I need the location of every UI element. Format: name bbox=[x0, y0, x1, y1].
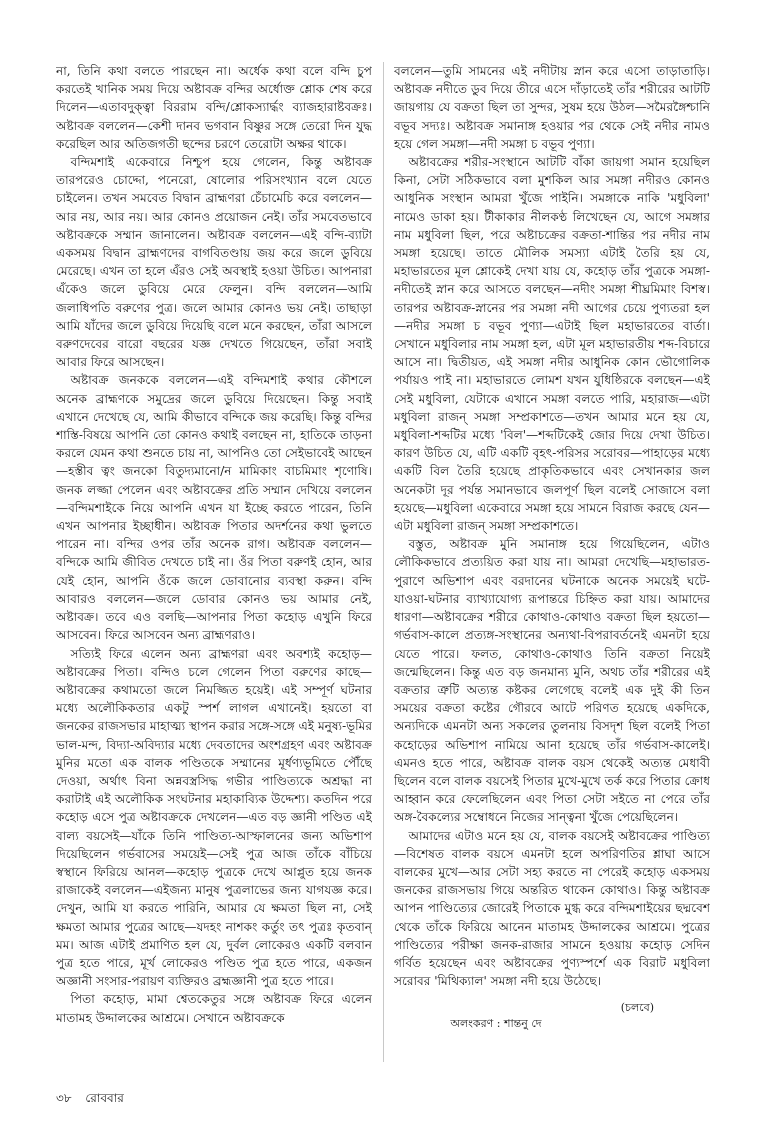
article-page bbox=[56, 62, 718, 1082]
paragraph: বস্তুত, অষ্টাবক্র মুনি সমানাঙ্গ হয়ে গিয়েছিলেন, এটাও লৌকিকভাবে প্রত্যয়িত করা যায় না। আমরা দেখেছি—মহাভারত-পুরাণে অভিশাপ এবং বরদানের ঘটনাকে অনেক সময়েই ঘটে-যাওয়া-ঘটনার ব্যাখ্যাযোগ্য রূপান্তরে চিহ্নিত করা যায়। আমাদের ধারণা—অষ্টাবক্রের শরীরে কোথাও-কোথাও বক্রতা ছিল হয়তো—গর্ভবাস-কালে প্রত্যঙ্গ-সংস্থানের অন্যথা-বিপরাবর্তনেই এমনটা হয়ে যেতে পারে। ফলত, কোথাও-কোথাও তিনি বক্রতা নিয়েই জন্মেছিলেন। কিন্তু এত বড় জনমান্য মুনি, অথচ তাঁর শরীরের এই বক্রতার ত্রুটি অত্যন্ত কষ্টকর লেগেছে বলেই এক দুই কী তিন সময়ের বক্রতা কষ্টের গৌরবে আটে পরিণত হয়েছে একদিকে, অন্যদিকে এমনটা অন্য সকলের তুলনায় বিসদৃশ ছিল বলেই পিতা কহোড়ের অভিশাপ নামিয়ে আনা হয়েছে তাঁর গর্ভবাস-কালেই। এমনও হতে পারে, অষ্টাবক্র বালক বয়স থেকেই অত্যন্ত মেধাবী ছিলেন বলে বালক বয়সেই পিতার মুখে-মুখে তর্ক করে পিতার ক্রোধ আহ্বান করে ফেলেছিলেন এবং পিতা সেটা সইতে না পেরে তাঁর অঙ্গ-বৈকল্যের সম্বোধনে নিজের সান্ত্বনা খুঁজে পেয়েছিলেন। bbox=[394, 537, 710, 825]
closing-notes bbox=[338, 1000, 654, 1032]
page-number: ৩৮ bbox=[56, 1091, 72, 1105]
paragraph: অষ্টাবক্র জনককে বললেন—এই বন্দিমশাই কথার কৌশলে অনেক ব্রাহ্মণকে সমুদ্রের জলে ডুবিয়ে দিয়েছেন। কিন্তু সবাই এখানে দেখেছে যে, আমি কীভাবে বন্দিকে জয় করেছি। কিন্তু বন্দির শাস্তি-বিষয়ে আপনি তো কোনও কথাই বলছেন না, হাতিকে তাড়না করলে যেমন কথা শুনতে চায় না, আপনিও তো সেইভাবেই আছেন—হস্তীব ত্বং জনকো বিতুদ্যমানো/ন মামিকাং বাচমিমাং শৃণোষি। জনক লজ্জা পেলেন এবং অষ্টাবক্রের প্রতি সম্মান দেখিয়ে বললেন—বন্দিমশাইকে নিয়ে আপনি এখন যা ইচ্ছে করতে পারেন, তিনি এখন আপনার ইচ্ছাধীন। অষ্টাবক্র পিতার অদর্শনের কথা ভুলতে পারেন না। বন্দির ওপর তাঁর অনেক রাগ। অষ্টাবক্র বললেন—বন্দিকে আমি জীবিত দেখতে চাই না। ওঁর পিতা বরুণই হোন, আর যেই হোন, আপনি ওঁকে জলে ডোবানোর ব্যবস্থা করুন। বন্দি আবারও বললেন—জলে ডোবার কোনও ভয় আমার নেই, অষ্টাবক্র। তবে এও বলছি—আপনার পিতা কহোড় এখুনি ফিরে আসবেন। ফিরে আসবেন অন্য ব্রাহ্মণরাও। bbox=[56, 373, 372, 643]
column-divider bbox=[383, 62, 384, 1062]
magazine-name: রোববার bbox=[85, 1091, 124, 1105]
page-footer bbox=[56, 1090, 134, 1110]
paragraph: বন্দিমশাই একেবারে নিশ্চুপ হয়ে গেলেন, কিন্তু অষ্টাবক্র তারপরেও চোদ্দো, পনেরো, ষোলোর পরিসংখ্যান বলে যেতে চাইলেন। তখন সমবেত বিদ্বান ব্রাহ্মণরা চেঁচামেচি করে বললেন—আর নয়, আর নয়। আর কোনও প্রয়োজন নেই। তাঁর সমবেতভাবে অষ্টাবক্রকে সম্মান জানালেন। অষ্টাবক্র বললেন—এই বন্দি-ব্যাটা একসময় বিদ্বান ব্রাহ্মণদের বাগবিতণ্ডায় জয় করে জলে ডুবিয়ে মেরেছে। এখন তা হলে এঁরও সেই অবস্থাই হওয়া উচিত। আপনারা এঁকেও জলে ডুবিয়ে মেরে ফেলুন। বন্দি বললেন—আমি জলাধিপতি বরুণের পুত্র। জলে আমার কোনও ভয় নেই। তাছাড়া আমি যাঁদের জলে ডুবিয়ে দিয়েছি বলে মনে করছেন, তাঁরা আসলে বরুণদেবের বারো বছরের যজ্ঞ দেখতে গিয়েছেন, তাঁরা সবাই আবার ফিরে আসছেন। bbox=[56, 155, 372, 370]
paragraph: পিতা কহোড়, মামা শ্বেতকেতুর সঙ্গে অষ্টাবক্র ফিরে এলেন মাতামহ উদ্দালকের আশ্রমে। সেখানে অষ্টাবক্রকে bbox=[56, 992, 372, 1025]
paragraph: সত্যিই ফিরে এলেন অন্য ব্রাহ্মণরা এবং অবশ্যই কহোড়—অষ্টাবক্রের পিতা। বন্দিও চলে গেলেন পিতা বরুণের কাছে—অষ্টাবক্রের কথামতো জলে নিমজ্জিত হয়েই। এই সম্পূর্ণ ঘটনার মধ্যে অলৌকিকতার একটু স্পর্শ লাগল এখানেই। হয়তো বা জনকের রাজসভার মাহাত্ম্য স্থাপন করার সঙ্গে-সঙ্গে এই মনুষ্য-ভূমির ভাল-মন্দ, বিদ্যা-অবিদ্যার মধ্যে দেবতাদের অংশগ্রহণ এবং অষ্টাবক্র মুনির মতো এক বালক পণ্ডিতকে সম্মানের মূর্ধণ্যভূমিতে পৌঁছে দেওয়া, অর্থাৎ বিনা অন্নবস্ত্রসিদ্ধ গভীর পাণ্ডিত্যকে অশ্রদ্ধা না করাটাই এই অলৌকিক সংঘটনার মহাকাব্যিক উদ্দেশ্য। কতদিন পরে কহোড় এসে পুত্র অষ্টাবক্রকে দেখলেন—এত বড় জ্ঞানী পণ্ডিত এই বাল্য বয়সেই—যাঁকে তিনি পাণ্ডিত্য-আস্ফালনের জন্য অভিশাপ দিয়েছিলেন গর্ভবাসের সময়েই—সেই পুত্র আজ তাঁকে বাঁচিয়ে স্বস্থানে ফিরিয়ে আনল—কহোড় পুত্রকে দেখে আপ্লুত হয়ে জনক রাজাকেই বললেন—এইজন্য মানুষ পুত্রলাভের জন্য যাগযজ্ঞ করে। দেখুন, আমি যা করতে পারিনি, আমার যে ক্ষমতা ছিল না, সেই ক্ষমতা আমার পুত্রের আছে—যদহং নাশকং কর্তুং তৎ পুত্রঃ কৃতবান্‌ মম। আজ এটাই প্রমাণিত হল যে, দুর্বল লোকেরও একটি বলবান পুত্র হতে পারে, মূর্খ লোকেরও পণ্ডিত পুত্র হতে পারে, একজন অজ্ঞানী সংসার-পরায়ণ ব্যক্তিরও ব্রহ্মজ্ঞানী পুত্র হতে পারে। bbox=[56, 646, 372, 989]
right-column bbox=[394, 62, 710, 1072]
paragraph: না, তিনি কথা বলতে পারছেন না। অর্ধেক কথা বলে বন্দি চুপ করতেই খানিক সময় দিয়ে অষ্টাবক্র বন্দির অর্ধোক্ত শ্লোক শেষ করে দিলেন—এতাবদুক্ত্বা বিররাম বন্দি/শ্লোকস্যার্দ্ধং ব্যাজহারাষ্টবক্রঃ। অষ্টাবক্র বললেন—কেশী দানব ভগবান বিষ্ণুর সঙ্গে তেরো দিন যুদ্ধ করেছিল আর অতিজগতী ছন্দের চরণে তেরোটা অক্ষর থাকে। bbox=[56, 64, 372, 151]
paragraph: আমাদের এটাও মনে হয় যে, বালক বয়সেই অষ্টাবক্রের পাণ্ডিত্য—বিশেষত বালক বয়সে এমনটা হলে অপরিণতির শ্লাঘা আসে বালকের মুখে—আর সেটা সহ্য করতে না পেরেই কহোড় একসময় জনকের রাজসভায় গিয়ে অন্তরিত থাকেন কোথাও। কিন্তু অষ্টাবক্র আপন পাণ্ডিত্যের জোরেই পিতাকে মুগ্ধ করে বন্দিমশাইয়ের ছদ্মবেশ থেকে তাঁকে ফিরিয়ে আনেন মাতামহ উদ্দালকের আশ্রমে। পুত্রের পাণ্ডিত্যের পরীক্ষা জনক-রাজার সামনে হওয়ায় কহোড় সেদিন গর্বিত হয়েছেন এবং অষ্টাবক্রের পুণ্যস্পর্শে এক বিরাট মধুবিলা সরোবর 'মিথিক্যাল' সমঙ্গা নদী হয়ে উঠেছে। bbox=[394, 828, 710, 989]
left-column bbox=[56, 62, 372, 1072]
continued-note: (চলবে) bbox=[620, 1001, 654, 1014]
paragraph: অষ্টাবক্রের শরীর-সংস্থানে আটটি বাঁকা জায়গা সমান হয়েছিল কিনা, সেটা সঠিকভাবে বলা মুশকিল আর সমঙ্গা নদীরও কোনও আধুনিক সংস্থান আমরা খুঁজে পাইনি। সমঙ্গাকে নাকি 'মধুবিলা' নামেও ডাকা হয়। টীকাকার নীলকণ্ঠ লিখেছেন যে, আগে সমঙ্গার নাম মধুবিলা ছিল, পরে অষ্টাচক্রের বক্রতা-শান্তির পর নদীর নাম সমঙ্গা হয়েছে। তাতে মৌলিক সমস্যা এটাই তৈরি হয় যে, মহাভারতের মূল শ্লোকেই দেখা যায় যে, কহোড় তাঁর পুত্রকে সমঙ্গা-নদীতেই স্নান করে আসতে বলছেন—নদীং সমঙ্গা শীঘ্রমিমাং বিশস্ব। তারপর অষ্টাবক্র-স্নানের পর সমঙ্গা নদী আগের চেয়ে পুণ্যতরা হল—নদীর সমঙ্গা চ বভূব পুণ্যা—এটাই ছিল মহাভারতের বার্তা। সেখানে মধুবিলার নাম সমঙ্গা হল, এটা মূল মহাভারতীয় শব্দ-বিচারে আসে না। দ্বিতীয়ত, এই সমঙ্গা নদীর আধুনিক কোন ভৌগোলিক পর্যায়ও পাই না। মহাভারতে লোমশ যখন যুধিষ্ঠিরকে বলছেন—এই সেই মধুবিলা, যেটাকে এখানে সমঙ্গা বলতে পারি, মহারাজ—এটা মধুবিলা রাজন্‌ সমঙ্গা সম্প্রকাশতে—তখন আমার মনে হয় যে, মধুবিলা-শব্দটির মধ্যে 'বিল'—শব্দটিকেই জোর দিয়ে দেখা উচিত। কারণ উচিত যে, এটি একটি বৃহৎ-পরিসর সরোবর—পাহাড়ের মধ্যে একটি বিল তৈরি হয়েছে প্রাকৃতিকভাবে এবং সেখানকার জল অনেকটা দূর পর্যন্ত সমানভাবে জলপূর্ণ ছিল বলেই সোজাসে বলা হয়েছে—মধুবিলা একেবারে সমঙ্গা হয়ে সামনে বিরাজ করছে যেন—এটা মধুবিলা রাজন্‌ সমঙ্গা সম্প্রকাশতে। bbox=[394, 155, 710, 534]
paragraph: বললেন—তুমি সামনের এই নদীটায় স্নান করে এসো তাড়াতাড়ি। অষ্টাবক্র নদীতে ডুব দিয়ে তীরে এসে দাঁড়াতেই তাঁর শরীরের আটটি জায়গায় যে বক্রতা ছিল তা সুন্দর, সুষম হয়ে উঠল—সমৈরঙ্গৈশ্চানি বভূব সদ্যঃ। অষ্টাবক্র সমানাঙ্গ হওয়ার পর থেকে সেই নদীর নামও হয়ে গেল সমঙ্গা—নদী সমঙ্গা চ বভূব পুণ্যা। bbox=[394, 64, 710, 151]
illustration-credit: অলংকরণ : শান্তনু দে bbox=[450, 1017, 542, 1030]
